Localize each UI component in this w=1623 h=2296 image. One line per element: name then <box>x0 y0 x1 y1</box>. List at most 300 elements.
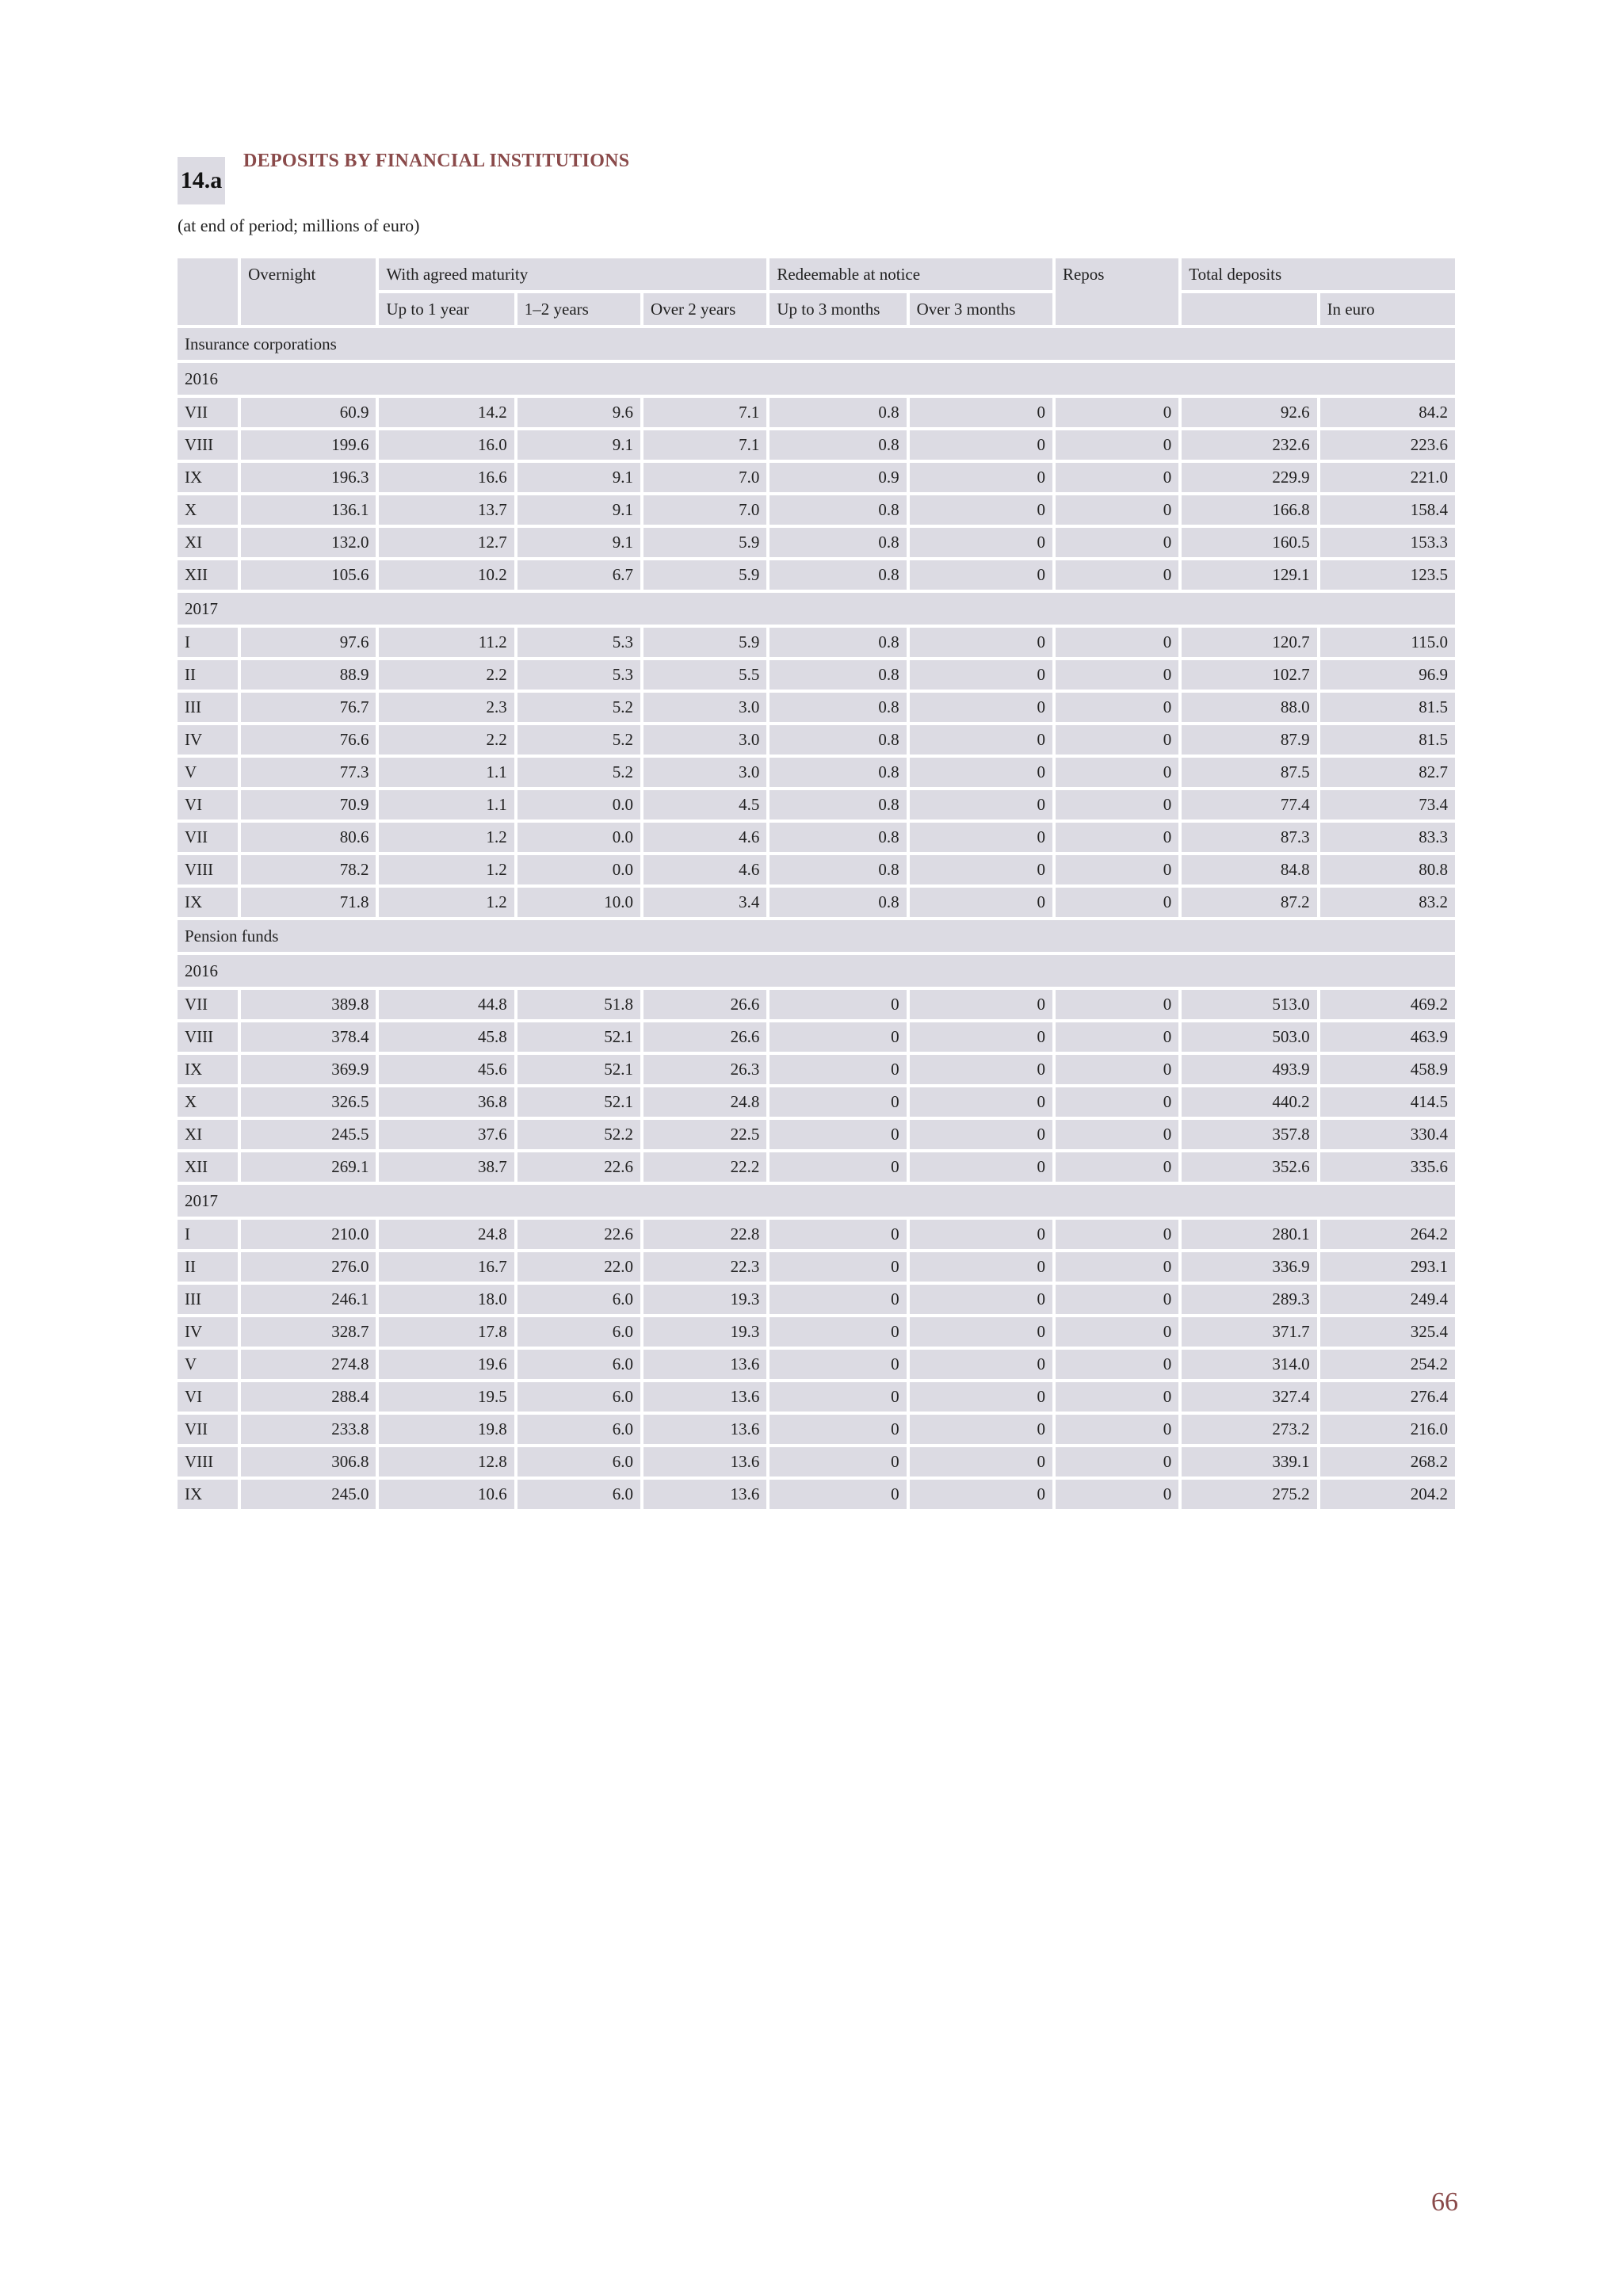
value-cell: 22.5 <box>643 1120 766 1149</box>
header-period-cell <box>178 258 238 325</box>
header-over-3-months: Over 3 months <box>910 293 1052 325</box>
period-cell: IX <box>178 1055 238 1084</box>
value-cell: 0 <box>1056 790 1178 819</box>
period-cell: X <box>178 1087 238 1117</box>
value-cell: 4.6 <box>643 823 766 852</box>
value-cell: 52.1 <box>517 1022 640 1052</box>
value-cell: 96.9 <box>1320 660 1455 690</box>
value-cell: 0 <box>769 1480 906 1509</box>
value-cell: 22.2 <box>643 1152 766 1182</box>
value-cell: 513.0 <box>1182 990 1316 1019</box>
value-cell: 5.2 <box>517 693 640 722</box>
value-cell: 60.9 <box>241 398 376 427</box>
value-cell: 229.9 <box>1182 463 1316 492</box>
value-cell: 246.1 <box>241 1285 376 1314</box>
value-cell: 9.6 <box>517 398 640 427</box>
value-cell: 0 <box>1056 758 1178 787</box>
value-cell: 22.6 <box>517 1152 640 1182</box>
table-row <box>178 1120 1455 1149</box>
value-cell: 3.0 <box>643 725 766 755</box>
value-cell: 1.1 <box>379 790 514 819</box>
value-cell: 6.0 <box>517 1317 640 1347</box>
value-cell: 0 <box>910 1415 1052 1444</box>
table-row <box>178 1285 1455 1314</box>
value-cell: 102.7 <box>1182 660 1316 690</box>
value-cell: 0 <box>769 1022 906 1052</box>
period-cell: XI <box>178 1120 238 1149</box>
value-cell: 52.1 <box>517 1055 640 1084</box>
value-cell: 6.0 <box>517 1447 640 1477</box>
value-cell: 13.7 <box>379 495 514 525</box>
value-cell: 458.9 <box>1320 1055 1455 1084</box>
table-row <box>178 1022 1455 1052</box>
value-cell: 245.5 <box>241 1120 376 1149</box>
value-cell: 0.8 <box>769 628 906 657</box>
value-cell: 0 <box>1056 1480 1178 1509</box>
table-row <box>178 823 1455 852</box>
period-cell: VII <box>178 823 238 852</box>
value-cell: 0 <box>910 1152 1052 1182</box>
table-row <box>178 1382 1455 1412</box>
value-cell: 6.0 <box>517 1350 640 1379</box>
value-cell: 5.9 <box>643 560 766 590</box>
table-row <box>178 855 1455 884</box>
table-row <box>178 495 1455 525</box>
value-cell: 245.0 <box>241 1480 376 1509</box>
value-cell: 0 <box>910 758 1052 787</box>
value-cell: 1.2 <box>379 823 514 852</box>
value-cell: 289.3 <box>1182 1285 1316 1314</box>
value-cell: 0.8 <box>769 430 906 460</box>
period-cell: IX <box>178 1480 238 1509</box>
value-cell: 0 <box>1056 1447 1178 1477</box>
value-cell: 24.8 <box>379 1220 514 1249</box>
value-cell: 13.6 <box>643 1415 766 1444</box>
period-cell: VI <box>178 790 238 819</box>
period-cell: VIII <box>178 1447 238 1477</box>
table-row <box>178 398 1455 427</box>
value-cell: 13.6 <box>643 1350 766 1379</box>
table-row <box>178 790 1455 819</box>
value-cell: 276.0 <box>241 1252 376 1282</box>
value-cell: 0 <box>1056 1252 1178 1282</box>
value-cell: 0 <box>1056 1415 1178 1444</box>
year-row <box>178 593 1455 625</box>
value-cell: 0 <box>769 1350 906 1379</box>
table-number-badge: 14.a <box>178 157 225 204</box>
value-cell: 232.6 <box>1182 430 1316 460</box>
table-row <box>178 1350 1455 1379</box>
value-cell: 0 <box>1056 560 1178 590</box>
value-cell: 1.1 <box>379 758 514 787</box>
value-cell: 44.8 <box>379 990 514 1019</box>
value-cell: 357.8 <box>1182 1120 1316 1149</box>
value-cell: 0.8 <box>769 398 906 427</box>
table-row <box>178 888 1455 917</box>
table-row <box>178 725 1455 755</box>
value-cell: 0 <box>1056 1152 1178 1182</box>
value-cell: 1.2 <box>379 855 514 884</box>
value-cell: 22.0 <box>517 1252 640 1282</box>
value-cell: 0 <box>910 1220 1052 1249</box>
value-cell: 0 <box>1056 725 1178 755</box>
value-cell: 0 <box>910 1252 1052 1282</box>
value-cell: 0 <box>1056 463 1178 492</box>
table-row <box>178 1220 1455 1249</box>
year-row <box>178 363 1455 395</box>
value-cell: 0.9 <box>769 463 906 492</box>
period-cell: IV <box>178 1317 238 1347</box>
value-cell: 10.6 <box>379 1480 514 1509</box>
value-cell: 45.6 <box>379 1055 514 1084</box>
value-cell: 0 <box>910 628 1052 657</box>
value-cell: 326.5 <box>241 1087 376 1117</box>
value-cell: 129.1 <box>1182 560 1316 590</box>
value-cell: 0 <box>910 1480 1052 1509</box>
value-cell: 0 <box>769 1152 906 1182</box>
value-cell: 274.8 <box>241 1350 376 1379</box>
value-cell: 120.7 <box>1182 628 1316 657</box>
value-cell: 97.6 <box>241 628 376 657</box>
value-cell: 199.6 <box>241 430 376 460</box>
value-cell: 0 <box>1056 990 1178 1019</box>
value-cell: 280.1 <box>1182 1220 1316 1249</box>
value-cell: 463.9 <box>1320 1022 1455 1052</box>
value-cell: 26.3 <box>643 1055 766 1084</box>
value-cell: 0 <box>910 430 1052 460</box>
value-cell: 0 <box>910 888 1052 917</box>
value-cell: 26.6 <box>643 1022 766 1052</box>
period-cell: V <box>178 758 238 787</box>
value-cell: 14.2 <box>379 398 514 427</box>
value-cell: 80.6 <box>241 823 376 852</box>
value-cell: 0.8 <box>769 693 906 722</box>
value-cell: 0 <box>910 560 1052 590</box>
value-cell: 0 <box>910 725 1052 755</box>
header-up-to-1-year: Up to 1 year <box>379 293 514 325</box>
value-cell: 87.9 <box>1182 725 1316 755</box>
value-cell: 0 <box>769 990 906 1019</box>
value-cell: 160.5 <box>1182 528 1316 557</box>
period-cell: VII <box>178 1415 238 1444</box>
header-repos: Repos <box>1056 258 1178 325</box>
value-cell: 314.0 <box>1182 1350 1316 1379</box>
value-cell: 0 <box>910 528 1052 557</box>
value-cell: 70.9 <box>241 790 376 819</box>
value-cell: 0 <box>769 1220 906 1249</box>
value-cell: 328.7 <box>241 1317 376 1347</box>
value-cell: 0 <box>1056 660 1178 690</box>
value-cell: 0 <box>910 1120 1052 1149</box>
value-cell: 7.0 <box>643 463 766 492</box>
period-cell: VIII <box>178 855 238 884</box>
value-cell: 1.2 <box>379 888 514 917</box>
period-cell: X <box>178 495 238 525</box>
value-cell: 0 <box>769 1055 906 1084</box>
value-cell: 16.7 <box>379 1252 514 1282</box>
value-cell: 37.6 <box>379 1120 514 1149</box>
value-cell: 5.9 <box>643 528 766 557</box>
value-cell: 275.2 <box>1182 1480 1316 1509</box>
value-cell: 335.6 <box>1320 1152 1455 1182</box>
header-total-blank <box>1182 293 1316 325</box>
table-row <box>178 463 1455 492</box>
period-cell: II <box>178 660 238 690</box>
value-cell: 16.0 <box>379 430 514 460</box>
table-row <box>178 693 1455 722</box>
value-cell: 17.8 <box>379 1317 514 1347</box>
value-cell: 0 <box>910 463 1052 492</box>
value-cell: 6.0 <box>517 1415 640 1444</box>
value-cell: 0 <box>1056 495 1178 525</box>
header-overnight: Overnight <box>241 258 376 325</box>
value-cell: 273.2 <box>1182 1415 1316 1444</box>
value-cell: 22.8 <box>643 1220 766 1249</box>
value-cell: 336.9 <box>1182 1252 1316 1282</box>
value-cell: 288.4 <box>241 1382 376 1412</box>
value-cell: 440.2 <box>1182 1087 1316 1117</box>
value-cell: 0 <box>769 1252 906 1282</box>
value-cell: 221.0 <box>1320 463 1455 492</box>
value-cell: 136.1 <box>241 495 376 525</box>
value-cell: 0 <box>769 1285 906 1314</box>
page-number: 66 <box>1431 2187 1458 2217</box>
header-total-deposits: Total deposits <box>1182 258 1455 290</box>
value-cell: 0 <box>769 1447 906 1477</box>
value-cell: 330.4 <box>1320 1120 1455 1149</box>
value-cell: 0 <box>1056 1022 1178 1052</box>
value-cell: 19.3 <box>643 1285 766 1314</box>
value-cell: 26.6 <box>643 990 766 1019</box>
value-cell: 0 <box>910 990 1052 1019</box>
value-cell: 5.2 <box>517 758 640 787</box>
value-cell: 0 <box>1056 1120 1178 1149</box>
value-cell: 19.8 <box>379 1415 514 1444</box>
deposits-table <box>174 255 1458 1512</box>
section-row <box>178 920 1455 952</box>
value-cell: 0 <box>1056 855 1178 884</box>
header-in-euro: In euro <box>1320 293 1455 325</box>
value-cell: 6.0 <box>517 1285 640 1314</box>
value-cell: 0.8 <box>769 888 906 917</box>
value-cell: 0.8 <box>769 855 906 884</box>
value-cell: 45.8 <box>379 1022 514 1052</box>
value-cell: 153.3 <box>1320 528 1455 557</box>
value-cell: 77.4 <box>1182 790 1316 819</box>
value-cell: 0.8 <box>769 725 906 755</box>
value-cell: 0 <box>1056 1350 1178 1379</box>
value-cell: 84.8 <box>1182 855 1316 884</box>
value-cell: 12.7 <box>379 528 514 557</box>
value-cell: 249.4 <box>1320 1285 1455 1314</box>
table-head <box>178 258 1455 325</box>
value-cell: 87.3 <box>1182 823 1316 852</box>
value-cell: 293.1 <box>1320 1252 1455 1282</box>
value-cell: 269.1 <box>241 1152 376 1182</box>
header-over-2-years: Over 2 years <box>643 293 766 325</box>
value-cell: 11.2 <box>379 628 514 657</box>
value-cell: 36.8 <box>379 1087 514 1117</box>
value-cell: 9.1 <box>517 463 640 492</box>
value-cell: 0 <box>910 1087 1052 1117</box>
value-cell: 81.5 <box>1320 693 1455 722</box>
section-label: Pension funds <box>178 920 1455 952</box>
table-row <box>178 1447 1455 1477</box>
value-cell: 10.0 <box>517 888 640 917</box>
period-cell: II <box>178 1252 238 1282</box>
period-cell: VII <box>178 990 238 1019</box>
year-row <box>178 955 1455 987</box>
value-cell: 339.1 <box>1182 1447 1316 1477</box>
value-cell: 0 <box>910 1317 1052 1347</box>
value-cell: 16.6 <box>379 463 514 492</box>
value-cell: 77.3 <box>241 758 376 787</box>
table-row <box>178 430 1455 460</box>
value-cell: 81.5 <box>1320 725 1455 755</box>
period-cell: I <box>178 628 238 657</box>
value-cell: 2.2 <box>379 660 514 690</box>
value-cell: 7.0 <box>643 495 766 525</box>
value-cell: 414.5 <box>1320 1087 1455 1117</box>
value-cell: 0.0 <box>517 823 640 852</box>
value-cell: 5.3 <box>517 660 640 690</box>
value-cell: 0 <box>1056 430 1178 460</box>
value-cell: 196.3 <box>241 463 376 492</box>
table-row <box>178 1415 1455 1444</box>
value-cell: 24.8 <box>643 1087 766 1117</box>
header-1-2-years: 1–2 years <box>517 293 640 325</box>
value-cell: 0.0 <box>517 790 640 819</box>
table-row <box>178 660 1455 690</box>
period-cell: IV <box>178 725 238 755</box>
value-cell: 0 <box>910 693 1052 722</box>
table-row <box>178 758 1455 787</box>
value-cell: 6.0 <box>517 1382 640 1412</box>
value-cell: 82.7 <box>1320 758 1455 787</box>
value-cell: 166.8 <box>1182 495 1316 525</box>
period-cell: VIII <box>178 430 238 460</box>
table-title: DEPOSITS BY FINANCIAL INSTITUTIONS <box>243 151 630 171</box>
value-cell: 233.8 <box>241 1415 376 1444</box>
value-cell: 5.9 <box>643 628 766 657</box>
value-cell: 268.2 <box>1320 1447 1455 1477</box>
period-cell: VIII <box>178 1022 238 1052</box>
period-cell: V <box>178 1350 238 1379</box>
section-row <box>178 328 1455 360</box>
table-body <box>178 328 1455 1509</box>
value-cell: 0 <box>1056 1317 1178 1347</box>
period-cell: XII <box>178 1152 238 1182</box>
value-cell: 76.6 <box>241 725 376 755</box>
value-cell: 51.8 <box>517 990 640 1019</box>
value-cell: 223.6 <box>1320 430 1455 460</box>
value-cell: 493.9 <box>1182 1055 1316 1084</box>
value-cell: 0.8 <box>769 560 906 590</box>
period-cell: XI <box>178 528 238 557</box>
value-cell: 369.9 <box>241 1055 376 1084</box>
value-cell: 88.9 <box>241 660 376 690</box>
value-cell: 0 <box>1056 1382 1178 1412</box>
table-row <box>178 1152 1455 1182</box>
period-cell: III <box>178 1285 238 1314</box>
value-cell: 13.6 <box>643 1447 766 1477</box>
value-cell: 80.8 <box>1320 855 1455 884</box>
value-cell: 13.6 <box>643 1480 766 1509</box>
header-agreed-maturity: With agreed maturity <box>379 258 766 290</box>
value-cell: 378.4 <box>241 1022 376 1052</box>
value-cell: 0 <box>910 1350 1052 1379</box>
value-cell: 52.1 <box>517 1087 640 1117</box>
table-row <box>178 1252 1455 1282</box>
value-cell: 0 <box>910 495 1052 525</box>
value-cell: 38.7 <box>379 1152 514 1182</box>
period-cell: VII <box>178 398 238 427</box>
value-cell: 306.8 <box>241 1447 376 1477</box>
value-cell: 469.2 <box>1320 990 1455 1019</box>
value-cell: 0 <box>769 1415 906 1444</box>
period-cell: III <box>178 693 238 722</box>
value-cell: 71.8 <box>241 888 376 917</box>
table-row <box>178 990 1455 1019</box>
value-cell: 0 <box>1056 888 1178 917</box>
value-cell: 327.4 <box>1182 1382 1316 1412</box>
value-cell: 0.8 <box>769 823 906 852</box>
value-cell: 6.7 <box>517 560 640 590</box>
year-label: 2017 <box>178 593 1455 625</box>
value-cell: 83.2 <box>1320 888 1455 917</box>
value-cell: 78.2 <box>241 855 376 884</box>
value-cell: 0.8 <box>769 790 906 819</box>
period-cell: XII <box>178 560 238 590</box>
value-cell: 4.5 <box>643 790 766 819</box>
year-label: 2017 <box>178 1185 1455 1217</box>
value-cell: 0.8 <box>769 660 906 690</box>
value-cell: 3.4 <box>643 888 766 917</box>
value-cell: 18.0 <box>379 1285 514 1314</box>
period-cell: VI <box>178 1382 238 1412</box>
value-cell: 216.0 <box>1320 1415 1455 1444</box>
year-label: 2016 <box>178 955 1455 987</box>
value-cell: 0 <box>1056 628 1178 657</box>
value-cell: 0 <box>769 1317 906 1347</box>
value-cell: 503.0 <box>1182 1022 1316 1052</box>
table-row <box>178 1087 1455 1117</box>
table-row <box>178 1055 1455 1084</box>
value-cell: 3.0 <box>643 693 766 722</box>
value-cell: 352.6 <box>1182 1152 1316 1182</box>
value-cell: 19.6 <box>379 1350 514 1379</box>
value-cell: 0 <box>1056 1055 1178 1084</box>
value-cell: 9.1 <box>517 495 640 525</box>
value-cell: 3.0 <box>643 758 766 787</box>
value-cell: 0 <box>1056 398 1178 427</box>
value-cell: 254.2 <box>1320 1350 1455 1379</box>
value-cell: 276.4 <box>1320 1382 1455 1412</box>
value-cell: 4.6 <box>643 855 766 884</box>
value-cell: 0 <box>1056 528 1178 557</box>
value-cell: 0 <box>910 660 1052 690</box>
header-redeemable: Redeemable at notice <box>769 258 1052 290</box>
value-cell: 5.2 <box>517 725 640 755</box>
value-cell: 22.6 <box>517 1220 640 1249</box>
value-cell: 210.0 <box>241 1220 376 1249</box>
header-up-to-3-months: Up to 3 months <box>769 293 906 325</box>
value-cell: 204.2 <box>1320 1480 1455 1509</box>
table-row <box>178 1480 1455 1509</box>
value-cell: 73.4 <box>1320 790 1455 819</box>
value-cell: 115.0 <box>1320 628 1455 657</box>
value-cell: 7.1 <box>643 398 766 427</box>
